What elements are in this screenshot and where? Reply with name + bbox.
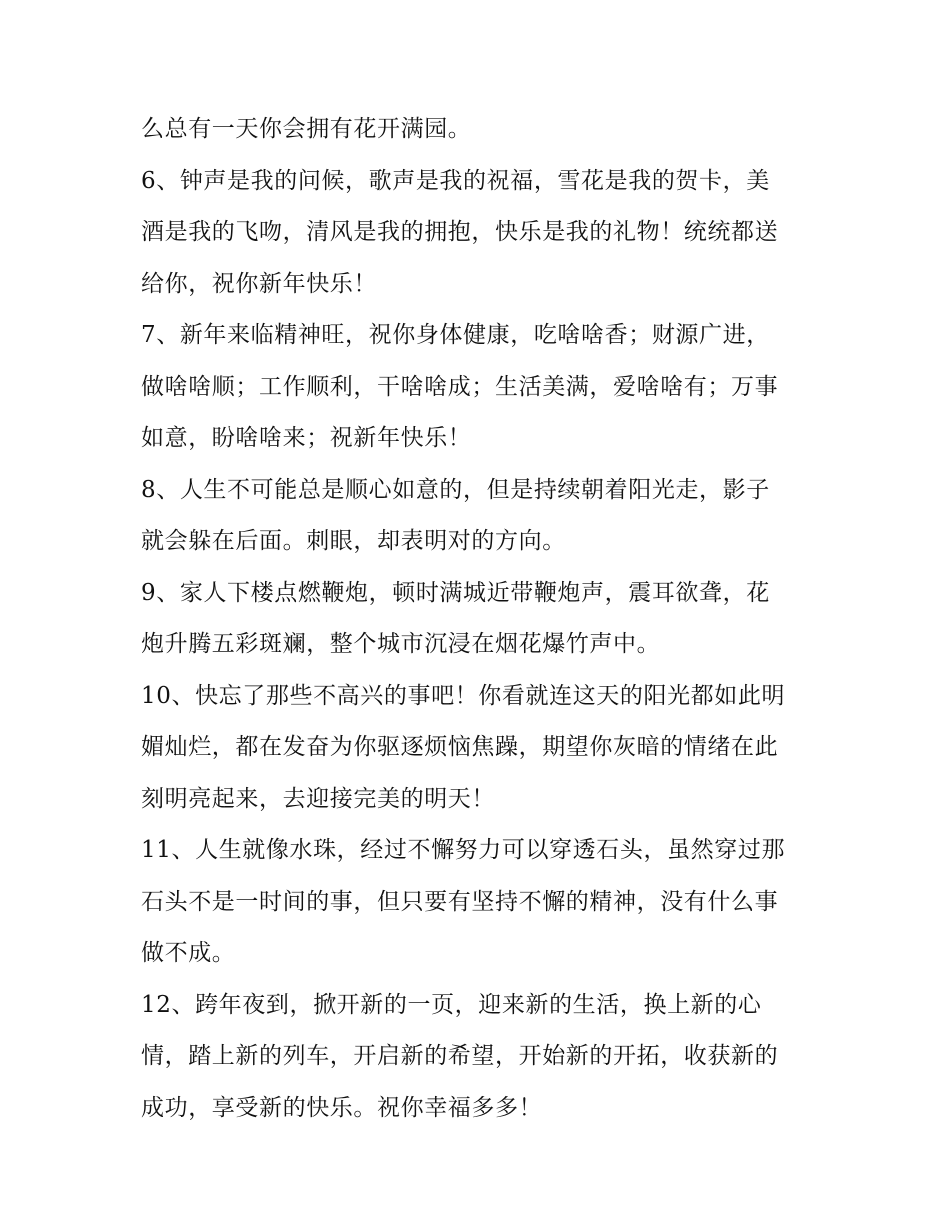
paragraph-fragment [141, 104, 821, 156]
text-line: 9、家人下楼点燃鞭炮，顿时满城近带鞭炮声，震耳欲聋，花 [141, 579, 770, 606]
text-line: 10、快忘了那些不高兴的事吧！你看就连这天的阳光都如此明 [141, 682, 786, 709]
paragraph-item-12 [141, 980, 821, 1135]
text-line: 给你，祝你新年快乐！ [141, 270, 377, 297]
text-line: 刻明亮起来，去迎接完美的明天！ [141, 785, 495, 812]
paragraph-item-10 [141, 671, 821, 826]
text-line: 7、新年来临精神旺，祝你身体健康，吃啥啥香；财源广进， [141, 322, 770, 348]
text-line: 情，踏上新的列车，开启新的希望，开始新的开拓，收获新的 [141, 1043, 779, 1069]
text-line: 成功，享受新的快乐。祝你幸福多多！ [141, 1094, 543, 1121]
text-line: 如意，盼啥啥来；祝新年快乐！ [141, 425, 472, 451]
paragraph-item-7 [141, 310, 821, 465]
paragraph-item-8 [141, 465, 821, 568]
paragraph-item-9 [141, 568, 821, 671]
text-line: 就会躲在后面。刺眼，却表明对的方向。 [141, 528, 566, 554]
text-line: 么总有一天你会拥有花开满园。 [141, 116, 472, 142]
document-body [141, 104, 821, 1134]
paragraph-item-11 [141, 825, 821, 980]
text-line: 炮升腾五彩斑斓，整个城市沉浸在烟花爆竹声中。 [141, 631, 661, 657]
text-line: 做啥啥顺；工作顺利，干啥啥成；生活美满，爱啥啥有；万事 [141, 373, 779, 400]
text-line: 8、人生不可能总是顺心如意的，但是持续朝着阳光走，影子 [141, 476, 770, 503]
text-line: 11、人生就像水珠，经过不懈努力可以穿透石头，虽然穿过那 [141, 837, 786, 863]
text-line: 6、钟声是我的问候，歌声是我的祝福，雪花是我的贺卡，美 [141, 167, 770, 194]
text-line: 12、跨年夜到，掀开新的一页，迎来新的生活，换上新的心 [141, 991, 762, 1018]
text-line: 做不成。 [141, 940, 236, 966]
paragraph-item-6 [141, 156, 821, 311]
text-line: 媚灿烂，都在发奋为你驱逐烦恼焦躁，期望你灰暗的情绪在此 [141, 734, 779, 760]
text-line: 酒是我的飞吻，清风是我的拥抱，快乐是我的礼物！统统都送 [141, 219, 779, 245]
text-line: 石头不是一时间的事，但只要有坚持不懈的精神，没有什么事 [141, 888, 779, 915]
